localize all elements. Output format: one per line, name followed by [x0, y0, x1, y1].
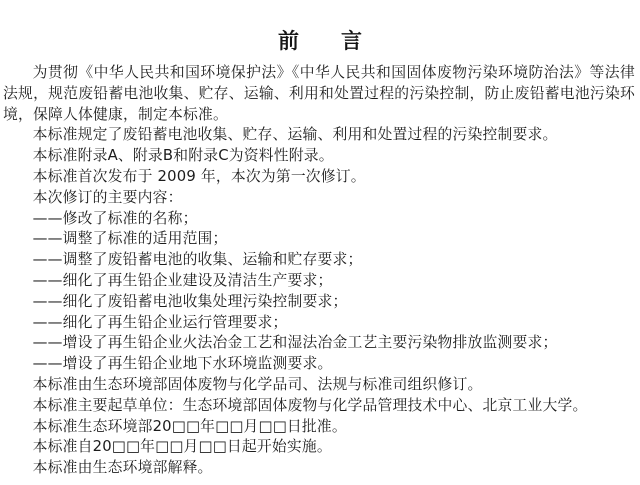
paragraph: 本标准首次发布于 2009 年，本次为第一次修订。 [32, 167, 366, 185]
revision-item: ——细化了废铅蓄电池收集处理污染控制要求； [32, 292, 348, 310]
paragraph: 本标准生态环境部20□□年□□月□□日批准。 [32, 417, 347, 435]
revision-item: ——调整了废铅蓄电池的收集、运输和贮存要求； [32, 251, 363, 269]
revision-item: ——增设了再生铅企业地下水环境监测要求。 [32, 355, 333, 373]
revision-item: ——细化了再生铅企业建设及清洁生产要求； [32, 271, 333, 289]
paragraph: 本标准由生态环境部解释。 [32, 459, 213, 477]
paragraph: 本标准附录A、附录B和附录C为资料性附录。 [32, 147, 334, 165]
revision-item: ——调整了标准的适用范围； [32, 230, 228, 248]
paragraph: 本标准规定了废铅蓄电池收集、贮存、运输、利用和处置过程的污染控制要求。 [32, 126, 558, 144]
paragraph: 本次修订的主要内容： [32, 188, 183, 206]
revision-item: ——修改了标准的名称； [32, 209, 198, 227]
revision-item: ——细化了再生铅企业运行管理要求； [32, 313, 288, 331]
paragraph: 为贯彻《中华人民共和国环境保护法》《中华人民共和国固体废物污染环境防治法》等法律法规，规范废铅蓄电池收集、贮存、运输、利用和处置过程的污染控制，防止废铅蓄电池污染环境，保障人体健康，制定本标准。 [3, 64, 635, 123]
paragraph: 本标准自20□□年□□月□□日起开始实施。 [32, 438, 332, 456]
paragraph: 本标准由生态环境部固体废物与化学品司、法规与标准司组织修订。 [32, 375, 483, 393]
paragraph: 本标准主要起草单位：生态环境部固体废物与化学品管理技术中心、北京工业大学。 [32, 396, 588, 414]
page-title: 前 言 [278, 29, 362, 53]
revision-item: ——增设了再生铅企业火法冶金工艺和湿法冶金工艺主要污染物排放监测要求； [32, 334, 558, 352]
document-body [3, 63, 635, 479]
